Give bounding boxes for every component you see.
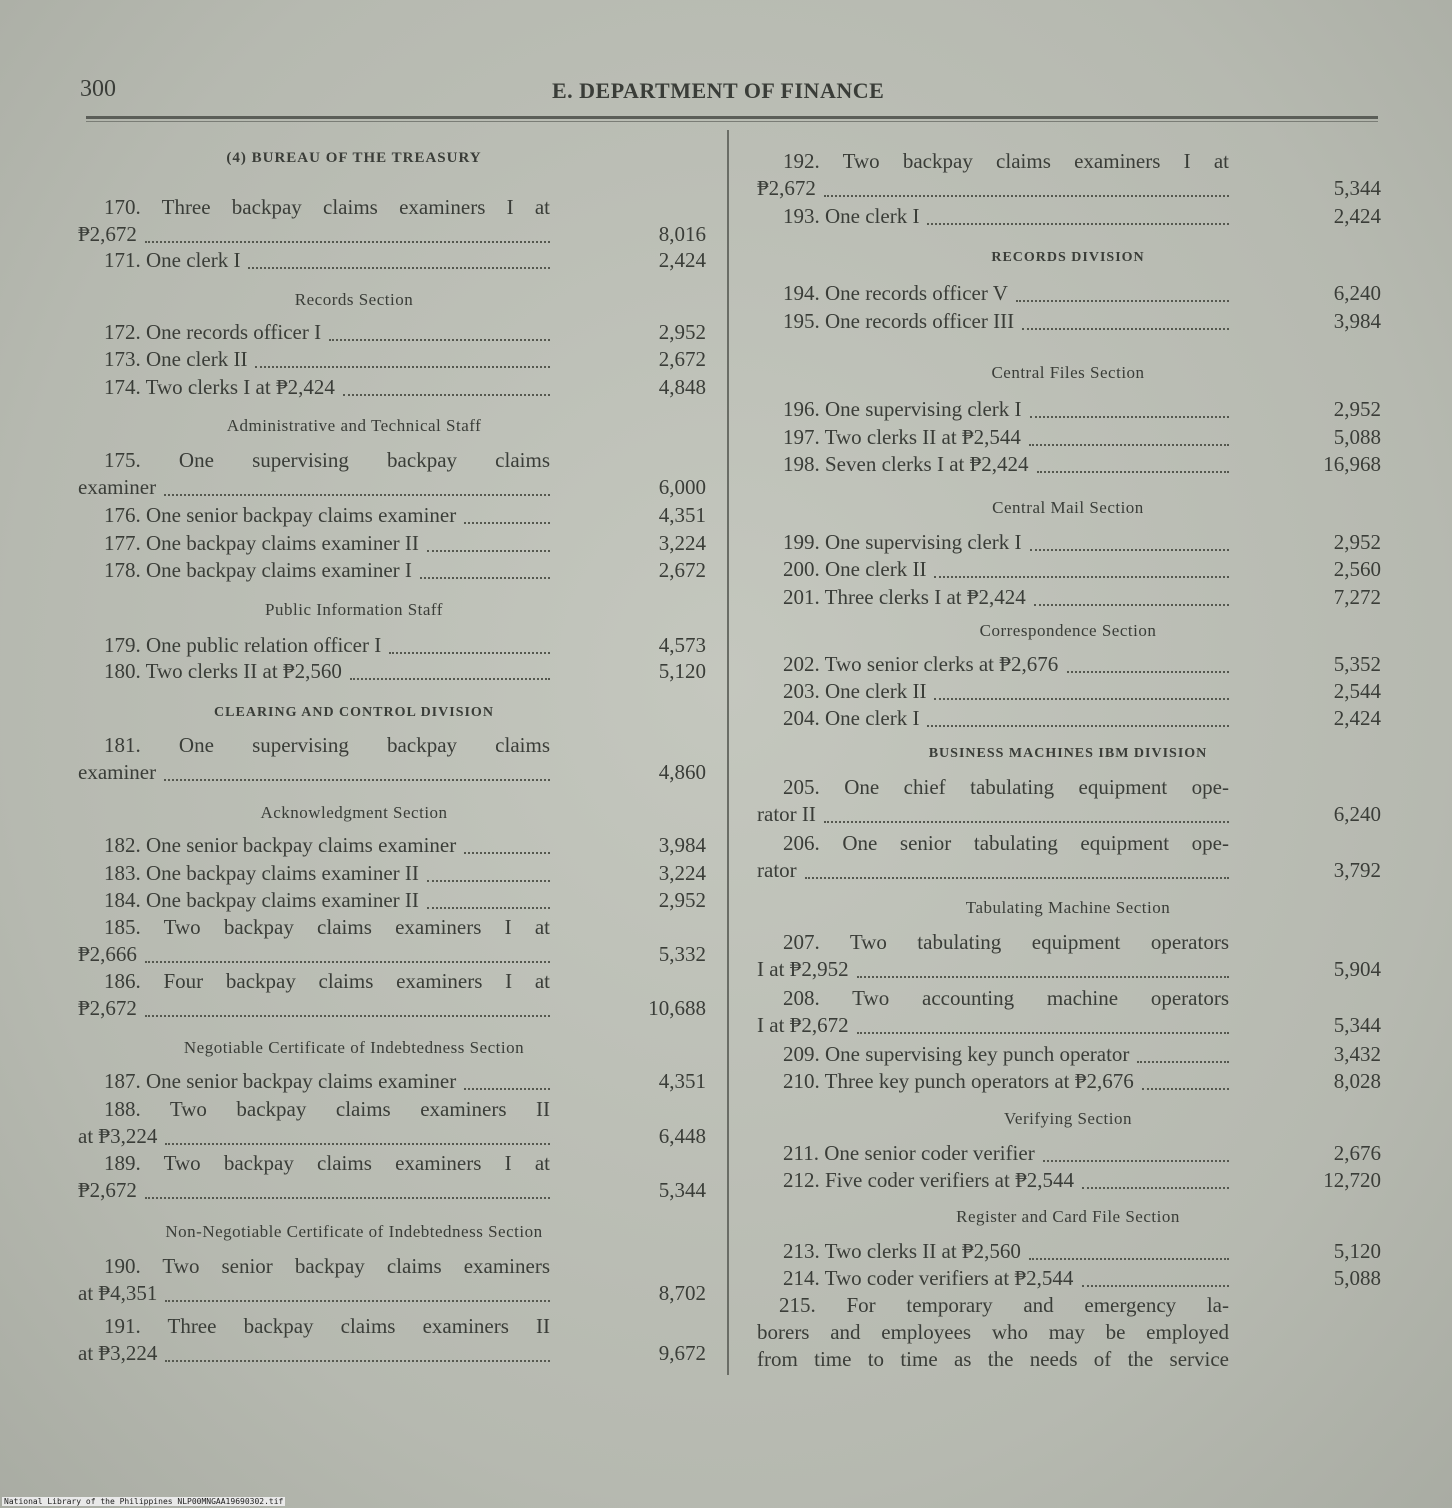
item-text-line2: rator [757,858,797,882]
item-text-line1: 206. One senior tabulating equipment ope- [783,831,1229,855]
leader-dots [329,339,550,341]
leader-dots [350,678,550,680]
item-text: 210. Three key punch operators at ₱2,676 [783,1069,1134,1093]
item-text: 183. One backpay claims examiner II [104,861,419,885]
leader-dots [1067,671,1229,673]
leader-dots [464,1088,550,1090]
leader-dots [165,1143,550,1145]
section-heading: CLEARING AND CONTROL DIVISION [214,705,494,720]
leader-dots [420,577,550,579]
item-amount: 5,088 [1333,425,1381,449]
item-amount: 6,240 [1333,281,1381,305]
item-amount: 5,344 [1333,176,1381,200]
item-text-line1: 205. One chief tabulating equipment ope- [783,775,1229,799]
item-text: 200. One clerk II [783,557,927,581]
leader-dots [824,195,1229,197]
leader-dots [1037,471,1229,473]
leader-dots [805,877,1229,879]
section-heading: Non-Negotiable Certificate of Indebtedness Section [165,1222,543,1241]
leader-dots [1022,328,1229,330]
leader-dots [464,522,550,524]
section-heading: Tabulating Machine Section [965,898,1171,917]
tail-text-line: borers and employees who may be employed [757,1320,1229,1344]
item-text-line1: 192. Two backpay claims examiners I at [783,149,1229,173]
item-text: 214. Two coder verifiers at ₱2,544 [783,1266,1074,1290]
item-text-line1: 208. Two accounting machine operators [783,986,1229,1010]
section-heading: Correspondence Section [979,621,1157,640]
item-amount: 6,240 [1333,802,1381,826]
leader-dots [427,907,550,909]
tail-text-line: 215. For temporary and emergency la- [779,1293,1229,1317]
item-text-line2: at ₱3,224 [78,1124,158,1148]
leader-dots [145,241,550,243]
item-text-line2: at ₱4,351 [78,1281,158,1305]
leader-dots [1030,549,1229,551]
item-text-line1: 190. Two senior backpay claims examiners [104,1254,550,1278]
item-amount: 2,424 [1333,204,1381,228]
item-text-line2: ₱2,666 [78,942,137,966]
item-text: 184. One backpay claims examiner II [104,888,419,912]
item-text: 211. One senior coder verifier [783,1141,1035,1165]
section-title: (4) BUREAU OF THE TREASURY [226,150,482,166]
item-text-line1: 170. Three backpay claims examiners I at [104,195,550,219]
item-amount: 9,672 [658,1341,706,1365]
item-text-line1: 181. One supervising backpay claims [104,733,550,757]
item-text-line1: 191. Three backpay claims examiners II [104,1314,550,1338]
item-amount: 2,424 [658,248,706,272]
leader-dots [145,961,550,963]
item-amount: 4,848 [658,375,706,399]
item-text: 179. One public relation officer I [104,633,382,657]
leader-dots [824,821,1229,823]
leader-dots [164,779,550,781]
item-amount: 2,560 [1333,557,1381,581]
item-text: 194. One records officer V [783,281,1008,305]
leader-dots [255,366,550,368]
item-text: 212. Five coder verifiers at ₱2,544 [783,1168,1075,1192]
leader-dots [145,1197,550,1199]
leader-dots [1142,1088,1229,1090]
item-amount: 4,860 [658,760,706,784]
leader-dots [165,1300,550,1302]
item-amount: 6,000 [658,475,706,499]
leader-dots [927,725,1229,727]
leader-dots [389,652,550,654]
leader-dots [343,394,550,396]
item-text: 173. One clerk II [104,347,248,371]
leader-dots [1137,1061,1229,1063]
item-amount: 3,224 [658,861,706,885]
item-text-line2: ₱2,672 [757,176,816,200]
item-text: 209. One supervising key punch operator [783,1042,1130,1066]
item-text: 172. One records officer I [104,320,322,344]
item-text: 177. One backpay claims examiner II [104,531,419,555]
leader-dots [1029,444,1229,446]
section-heading: Administrative and Technical Staff [226,416,482,435]
section-heading: Negotiable Certificate of Indebtedness Section [183,1038,525,1057]
item-amount: 4,573 [658,633,706,657]
item-text-line2: at ₱3,224 [78,1341,158,1365]
column-divider [727,130,729,1375]
section-heading: Register and Card File Section [956,1207,1180,1226]
header-rule-thin [86,121,1378,122]
item-amount: 3,792 [1333,858,1381,882]
item-text-line2: ₱2,672 [78,222,137,246]
item-text-line2: I at ₱2,672 [757,1013,849,1037]
section-heading: Acknowledgment Section [260,803,448,822]
item-text: 187. One senior backpay claims examiner [104,1069,457,1093]
section-heading: Records Section [294,290,414,309]
item-amount: 6,448 [658,1124,706,1148]
item-amount: 2,424 [1333,706,1381,730]
item-text: 204. One clerk I [783,706,920,730]
section-heading: Central Files Section [991,363,1145,382]
item-amount: 3,224 [658,531,706,555]
item-text: 178. One backpay claims examiner I [104,558,412,582]
leader-dots [464,852,550,854]
item-text-line2: examiner [78,475,157,499]
item-amount: 2,672 [658,347,706,371]
item-amount: 5,088 [1333,1266,1381,1290]
scan-footer: National Library of the Philippines NLP00MNGAA19690302.tif [4,1497,284,1506]
leader-dots [1016,300,1229,302]
running-head: E. DEPARTMENT OF FINANCE [552,78,885,103]
section-heading: RECORDS DIVISION [991,250,1145,265]
item-amount: 4,351 [658,1069,706,1093]
item-amount: 2,952 [658,888,706,912]
item-amount: 8,028 [1333,1069,1381,1093]
item-text-line2: ₱2,672 [78,996,137,1020]
item-text-line1: 188. Two backpay claims examiners II [104,1097,550,1121]
leader-dots [165,1360,550,1362]
item-amount: 2,952 [658,320,706,344]
item-text-line1: 185. Two backpay claims examiners I at [104,915,550,939]
item-text: 174. Two clerks I at ₱2,424 [104,375,335,399]
item-text: 199. One supervising clerk I [783,530,1022,554]
tail-text-line: from time to time as the needs of the service [757,1347,1229,1371]
item-text-line2: examiner [78,760,157,784]
section-heading: BUSINESS MACHINES IBM DIVISION [928,746,1208,761]
item-text: 198. Seven clerks I at ₱2,424 [783,452,1029,476]
section-heading: Verifying Section [1004,1109,1132,1128]
item-amount: 16,968 [1323,452,1381,476]
item-amount: 2,544 [1333,679,1381,703]
leader-dots [934,576,1229,578]
item-amount: 4,351 [658,503,706,527]
header-rule [86,116,1378,119]
item-text: 180. Two clerks II at ₱2,560 [104,659,342,683]
item-text: 195. One records officer III [783,309,1015,333]
item-amount: 5,332 [658,942,706,966]
item-text-line1: 175. One supervising backpay claims [104,448,550,472]
item-text: 196. One supervising clerk I [783,397,1022,421]
leader-dots [1082,1187,1229,1189]
item-amount: 2,672 [658,558,706,582]
section-heading: Central Mail Section [992,498,1144,517]
leader-dots [1082,1285,1229,1287]
leader-dots [857,1032,1229,1034]
leader-dots [927,223,1229,225]
item-amount: 3,984 [658,833,706,857]
item-text-line2: I at ₱2,952 [757,957,849,981]
item-amount: 8,016 [658,222,706,246]
page-number: 300 [80,76,116,102]
item-amount: 5,344 [658,1178,706,1202]
leader-dots [248,267,550,269]
item-amount: 5,344 [1333,1013,1381,1037]
item-text: 202. Two senior clerks at ₱2,676 [783,652,1059,676]
leader-dots [1030,416,1229,418]
item-amount: 2,952 [1333,397,1381,421]
leader-dots [427,550,550,552]
item-amount: 5,352 [1333,652,1381,676]
leader-dots [145,1015,550,1017]
item-amount: 3,432 [1333,1042,1381,1066]
item-amount: 8,702 [658,1281,706,1305]
item-text-line1: 189. Two backpay claims examiners I at [104,1151,550,1175]
item-text: 213. Two clerks II at ₱2,560 [783,1239,1021,1263]
item-text: 171. One clerk I [104,248,241,272]
item-amount: 2,952 [1333,530,1381,554]
leader-dots [857,976,1229,978]
item-amount: 5,120 [1333,1239,1381,1263]
leader-dots [1034,604,1229,606]
item-amount: 12,720 [1323,1168,1381,1192]
leader-dots [934,698,1229,700]
item-text: 182. One senior backpay claims examiner [104,833,457,857]
leader-dots [164,494,550,496]
item-amount: 3,984 [1333,309,1381,333]
item-amount: 5,904 [1333,957,1381,981]
item-text: 193. One clerk I [783,204,920,228]
item-text: 197. Two clerks II at ₱2,544 [783,425,1021,449]
item-amount: 5,120 [658,659,706,683]
leader-dots [427,880,550,882]
item-text-line2: ₱2,672 [78,1178,137,1202]
item-text: 176. One senior backpay claims examiner [104,503,457,527]
item-amount: 7,272 [1333,585,1381,609]
item-text-line1: 186. Four backpay claims examiners I at [104,969,550,993]
item-text-line2: rator II [757,802,816,826]
item-text: 201. Three clerks I at ₱2,424 [783,585,1026,609]
leader-dots [1043,1160,1229,1162]
section-heading: Public Information Staff [265,600,443,619]
leader-dots [1029,1258,1229,1260]
item-text-line1: 207. Two tabulating equipment operators [783,930,1229,954]
item-amount: 10,688 [648,996,706,1020]
item-text: 203. One clerk II [783,679,927,703]
item-amount: 2,676 [1333,1141,1381,1165]
